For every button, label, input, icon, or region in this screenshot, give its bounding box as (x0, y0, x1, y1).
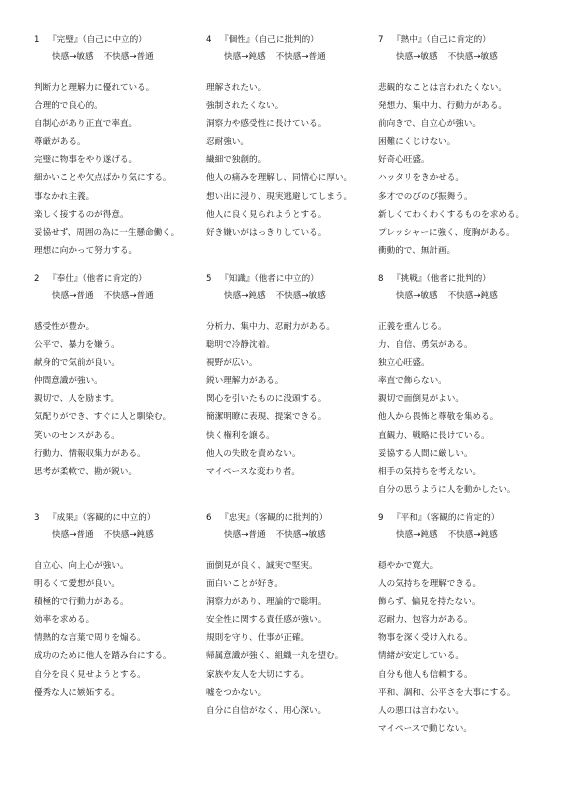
type-number: 9 (378, 513, 384, 523)
type-number: 1 (34, 35, 40, 45)
trait-item: 帰属意識が強く、組織一丸を望む。 (206, 651, 344, 662)
discomfort-sensitivity: 不快感→鈍感 (447, 291, 498, 301)
trait-item: 笑いのセンスがある。 (34, 430, 120, 441)
discomfort-sensitivity: 不快感→普通 (103, 52, 154, 62)
trait-item: 判断力と理解力に優れている。 (34, 83, 155, 93)
trait-item: 事なかれ主義。 (34, 191, 95, 202)
comfort-sensitivity: 快感→鈍感 (224, 52, 266, 62)
trait-item: 飾らず、偏見を持たない。 (378, 597, 481, 608)
trait-item: 忍耐強い。 (206, 137, 249, 148)
type-2-block (34, 274, 212, 485)
trait-item: 繊細で独創的。 (206, 155, 267, 166)
trait-item: 他人の痛みを理解し、同情心に厚い。 (206, 173, 353, 184)
trait-item: 行動力、情報収集力がある。 (34, 448, 146, 459)
type-title: 『熱中』（自己に肯定的） (392, 35, 491, 45)
trait-item: 家族や友人を大切にする。 (206, 669, 310, 680)
trait-item: 自立心、向上心が強い。 (34, 561, 129, 571)
trait-item: 思考が柔軟で、勘が鋭い。 (34, 466, 137, 477)
trait-item: 楽しく接するのが得意。 (34, 209, 129, 220)
trait-item: 妥協せず、周囲の為に一生懸命働く。 (34, 227, 180, 238)
trait-item: 快く権利を譲る。 (206, 430, 275, 441)
trait-item: 平和、調和、公平さを大事にする。 (378, 687, 516, 698)
trait-item: 困難にくじけない。 (378, 137, 456, 148)
trait-item: 想い出に浸り、現実逃避してしまう。 (206, 191, 353, 202)
comfort-sensitivity: 快感→敏感 (52, 52, 94, 62)
trait-item: 嘘をつかない。 (206, 687, 267, 698)
trait-item: 明るくて愛想が良い。 (34, 579, 120, 590)
type-number: 6 (206, 513, 212, 523)
sensitivity-line (378, 530, 556, 541)
trait-item: 洞察力や感受性に長けている。 (206, 119, 327, 130)
sensitivity-line (206, 530, 384, 541)
trait-list (206, 83, 384, 239)
trait-item: 理解されたい。 (206, 83, 267, 93)
trait-item: 発想力、集中力、行動力がある。 (378, 101, 507, 112)
trait-item: 聡明で冷静沈着。 (206, 340, 275, 351)
trait-item: 相手の気持ちを考えない。 (378, 466, 482, 477)
trait-item: 積極的で行動力がある。 (34, 597, 129, 608)
type-heading (378, 513, 556, 524)
trait-item: 公平で、暴力を嫌う。 (34, 340, 120, 351)
type-number: 8 (378, 274, 384, 284)
trait-item: 力、自信、勇気がある。 (378, 340, 473, 351)
type-title: 『忠実』（客観的に批判的） (220, 513, 328, 523)
type-number: 7 (378, 35, 384, 45)
discomfort-sensitivity: 不快感→敏感 (275, 530, 326, 540)
trait-item: 妥協する人間に厳しい。 (378, 448, 473, 459)
discomfort-sensitivity: 不快感→鈍感 (447, 530, 498, 540)
trait-list (34, 83, 212, 257)
trait-item: プレッシャーに強く、度胸がある。 (378, 227, 515, 238)
type-heading (378, 35, 556, 46)
trait-item: 人の悪口は言わない。 (378, 705, 464, 716)
type-8-block (378, 274, 556, 503)
type-heading (34, 513, 212, 524)
trait-item: 成功のために他人を踏み台にする。 (34, 651, 172, 662)
type-title: 『完璧』（自己に中立的） (48, 35, 147, 45)
trait-item: 情緒が安定している。 (378, 651, 464, 662)
trait-item: 視野が広い。 (206, 358, 258, 369)
comfort-sensitivity: 快感→普通 (224, 530, 266, 540)
comfort-sensitivity: 快感→敏感 (396, 291, 438, 301)
trait-item: 面倒見が良く、誠実で堅実。 (206, 561, 318, 571)
trait-item: 安全性に関する責任感が強い。 (206, 615, 327, 626)
trait-item: 他人から畏怖と尊敬を集める。 (378, 412, 499, 423)
type-9-block (378, 513, 556, 742)
trait-item: 効率を求める。 (34, 615, 95, 626)
type-title: 『平和』（客観的に肯定的） (392, 513, 500, 523)
trait-item: 分析力、集中力、忍耐力がある。 (206, 322, 335, 332)
trait-item: 他人に良く見られようとする。 (206, 209, 327, 220)
type-heading (34, 35, 212, 46)
trait-item: 簡潔明瞭に表現、提案できる。 (206, 412, 327, 423)
trait-item: 自制心があり正直で率直。 (34, 119, 138, 130)
type-title: 『奉仕』（他者に肯定的） (48, 274, 147, 284)
type-7-block (378, 35, 556, 264)
trait-item: 新しくてわくわくするものを求める。 (378, 209, 525, 220)
type-title: 『挑戦』（他者に批判的） (392, 274, 491, 284)
discomfort-sensitivity: 不快感→普通 (103, 291, 154, 301)
discomfort-sensitivity: 不快感→普通 (275, 52, 326, 62)
trait-item: 完璧に物事をやり遂げる。 (34, 155, 138, 166)
trait-item: 気配りができ、すぐに人と馴染む。 (34, 412, 172, 423)
trait-item: 他人の失敗を責めない。 (206, 448, 301, 459)
trait-list (206, 322, 384, 478)
trait-item: 多才でのびのび振舞う。 (378, 191, 473, 202)
trait-item: 自分を良く見せようとする。 (34, 669, 146, 680)
sensitivity-line (378, 52, 556, 63)
type-3-block (34, 513, 212, 706)
type-5-block (206, 274, 384, 485)
trait-item: 規則を守り、仕事が正確。 (206, 633, 310, 644)
trait-item: 理想に向かって努力する。 (34, 245, 138, 256)
trait-item: 優秀な人に嫉妬する。 (34, 687, 120, 698)
sensitivity-line (378, 291, 556, 302)
trait-item: 直観力、戦略に長けている。 (378, 430, 490, 441)
type-1-block (34, 35, 212, 264)
trait-item: 面白いことが好き。 (206, 579, 284, 590)
type-heading (34, 274, 212, 285)
comfort-sensitivity: 快感→普通 (52, 530, 94, 540)
trait-list (206, 561, 384, 717)
sensitivity-line (206, 52, 384, 63)
trait-item: 関心を引いたものに没頭する。 (206, 394, 327, 405)
sensitivity-line (34, 52, 212, 63)
discomfort-sensitivity: 不快感→敏感 (275, 291, 326, 301)
trait-item: 感受性が豊か。 (34, 322, 95, 332)
trait-item: マイペースで動じない。 (378, 723, 472, 734)
trait-list (34, 322, 212, 478)
type-number: 5 (206, 274, 212, 284)
trait-item: 悲観的なことは言われたくない。 (378, 83, 507, 93)
trait-list (378, 561, 556, 735)
discomfort-sensitivity: 不快感→敏感 (447, 52, 498, 62)
trait-item: 好き嫌いがはっきりしている。 (206, 227, 327, 238)
trait-list (34, 561, 212, 699)
type-title: 『成果』（客観的に中立的） (48, 513, 156, 523)
trait-item: 物事を深く受け入れる。 (378, 633, 473, 644)
trait-item: 穏やかで寛大。 (378, 561, 439, 571)
type-heading (206, 35, 384, 46)
type-4-block (206, 35, 384, 246)
trait-item: 親切で面倒見がよい。 (378, 394, 464, 405)
trait-item: 強制されたくない。 (206, 101, 284, 112)
trait-item: 自分に自信がなく、用心深い。 (206, 705, 327, 716)
trait-item: 衝動的で、無計画。 (378, 245, 456, 256)
trait-item: 尊厳がある。 (34, 137, 86, 148)
discomfort-sensitivity: 不快感→鈍感 (103, 530, 154, 540)
trait-list (378, 83, 556, 257)
type-number: 3 (34, 513, 40, 523)
trait-item: 献身的で気前が良い。 (34, 358, 120, 369)
trait-item: 正義を重んじる。 (378, 322, 447, 332)
trait-item: 鋭い理解力がある。 (206, 376, 284, 387)
type-number: 4 (206, 35, 212, 45)
trait-item: 自分も他人も信頼する。 (378, 669, 473, 680)
comfort-sensitivity: 快感→鈍感 (224, 291, 266, 301)
trait-item: 率直で飾らない。 (378, 376, 447, 387)
trait-item: 洞察力があり、理論的で聡明。 (206, 597, 327, 608)
trait-item: 自分の思うように人を動かしたい。 (378, 484, 516, 495)
type-title: 『個性』（自己に批判的） (220, 35, 319, 45)
trait-item: 人の気持ちを理解できる。 (378, 579, 482, 590)
type-6-block (206, 513, 384, 724)
trait-item: 前向きで、自立心が強い。 (378, 119, 481, 130)
trait-item: ハッタリをきかせる。 (378, 173, 464, 184)
trait-item: マイペースな変わり者。 (206, 466, 300, 477)
sensitivity-line (34, 530, 212, 541)
trait-item: 忍耐力、包容力がある。 (378, 615, 473, 626)
type-heading (206, 274, 384, 285)
trait-item: 親切で、人を励ます。 (34, 394, 120, 405)
type-heading (378, 274, 556, 285)
comfort-sensitivity: 快感→鈍感 (396, 530, 438, 540)
trait-list (378, 322, 556, 496)
trait-item: 好奇心旺盛。 (378, 155, 430, 166)
comfort-sensitivity: 快感→敏感 (396, 52, 438, 62)
type-heading (206, 513, 384, 524)
trait-item: 仲間意識が強い。 (34, 376, 103, 387)
trait-item: 細かいことや欠点ばかり気にする。 (34, 173, 172, 184)
sensitivity-line (34, 291, 212, 302)
type-title: 『知識』（他者に中立的） (220, 274, 319, 284)
trait-item: 情熱的な言葉で周りを煽る。 (34, 633, 146, 644)
comfort-sensitivity: 快感→普通 (52, 291, 94, 301)
type-number: 2 (34, 274, 40, 284)
sensitivity-line (206, 291, 384, 302)
trait-item: 合理的で良心的。 (34, 101, 103, 112)
trait-item: 独立心旺盛。 (378, 358, 430, 369)
